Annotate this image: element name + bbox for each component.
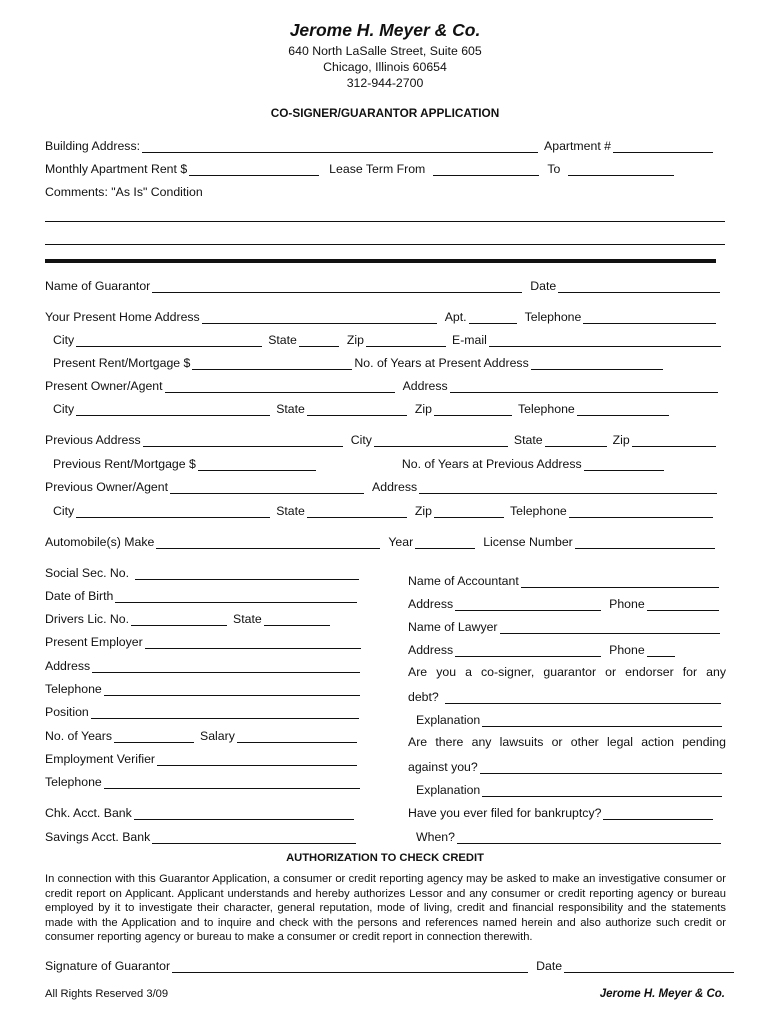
- cosigner-explanation-label: Explanation: [416, 713, 481, 727]
- company-name: Jerome H. Meyer & Co.: [289, 20, 481, 40]
- previous-rent-label: Previous Rent/Mortgage $: [53, 457, 196, 471]
- drivers-label: Drivers Lic. No.: [45, 612, 130, 626]
- lawyer-address-label: Address: [408, 643, 454, 657]
- lawyer-label: Name of Lawyer: [408, 620, 498, 634]
- prev-owner-zip-field[interactable]: [434, 506, 504, 518]
- present-rent-label: Present Rent/Mortgage $: [53, 356, 191, 370]
- present-city-field[interactable]: [76, 335, 262, 347]
- apartment-field[interactable]: [613, 141, 713, 153]
- previous-zip-field[interactable]: [632, 435, 716, 447]
- verifier-telephone-field[interactable]: [104, 777, 360, 789]
- previous-address-label: Previous Address: [45, 433, 141, 447]
- owner-state-label: State: [276, 402, 305, 416]
- present-owner-label: Present Owner/Agent: [45, 379, 163, 393]
- lease-to-field[interactable]: [568, 164, 674, 176]
- present-state-field[interactable]: [299, 335, 339, 347]
- previous-owner-address-field[interactable]: [419, 482, 717, 494]
- previous-owner-field[interactable]: [170, 482, 364, 494]
- apartment-label: Apartment #: [544, 139, 612, 153]
- building-address-label: Building Address:: [45, 139, 141, 153]
- verifier-telephone-label: Telephone: [45, 775, 102, 789]
- comments-line-2[interactable]: [45, 244, 725, 245]
- years-previous-field[interactable]: [584, 459, 664, 471]
- guarantor-name-field[interactable]: [152, 281, 522, 293]
- authorization-title: AUTHORIZATION TO CHECK CREDIT: [286, 852, 484, 864]
- prev-owner-city-field[interactable]: [76, 506, 270, 518]
- cosigner-answer-field[interactable]: [445, 692, 721, 704]
- present-zip-label: Zip: [346, 333, 364, 347]
- salary-field[interactable]: [237, 731, 357, 743]
- guarantor-name-label: Name of Guarantor: [45, 279, 151, 293]
- verifier-field[interactable]: [157, 754, 357, 766]
- dob-label: Date of Birth: [45, 589, 114, 603]
- company-phone: 312-944-2700: [346, 76, 424, 90]
- lawsuit-answer-field[interactable]: [480, 762, 722, 774]
- lease-from-label: Lease Term From: [329, 162, 426, 176]
- rights-reserved: All Rights Reserved 3/09: [45, 988, 169, 1000]
- years-employed-field[interactable]: [114, 731, 194, 743]
- lawyer-address-field[interactable]: [455, 645, 601, 657]
- previous-rent-field[interactable]: [198, 459, 316, 471]
- previous-state-label: State: [513, 433, 543, 447]
- year-label: Year: [388, 535, 414, 549]
- present-telephone-field[interactable]: [583, 312, 716, 324]
- year-field[interactable]: [415, 537, 475, 549]
- authorization-text: In connection with this Guarantor Application, a consumer or credit reporting agency may be asked to make an investigative consumer or credit report on Applicant. Applicant understands and hereby authorizes Lessor and any consumer or credit reporting agency or bureau employed by it to investigate their character, general reputation, mode of living, credit and financial responsibility and the statements made with the Application and to inquire and check with the persons and references named herein and also authorize such credit or consumer reporting agency or bureau to make a consumer or credit report in connection therewith.: [45, 873, 726, 944]
- accountant-phone-field[interactable]: [647, 599, 719, 611]
- signature-label: Signature of Guarantor: [45, 959, 171, 973]
- company-address-line2: Chicago, Illinois 60654: [323, 60, 447, 74]
- lawsuit-question: Are there any lawsuits or other legal action pending: [408, 735, 726, 749]
- savings-field[interactable]: [152, 832, 356, 844]
- years-previous-label: No. of Years at Previous Address: [401, 457, 582, 471]
- section-divider: [45, 259, 716, 263]
- present-owner-address-field[interactable]: [450, 381, 718, 393]
- employer-telephone-label: Telephone: [45, 682, 102, 696]
- years-present-label: No. of Years at Present Address: [354, 356, 529, 370]
- dob-field[interactable]: [115, 591, 357, 603]
- verifier-label: Employment Verifier: [45, 752, 156, 766]
- owner-city-label: City: [53, 402, 75, 416]
- ssn-field[interactable]: [135, 568, 359, 580]
- present-telephone-label: Telephone: [524, 310, 582, 324]
- checking-label: Chk. Acct. Bank: [45, 806, 132, 820]
- accountant-field[interactable]: [521, 576, 719, 588]
- employer-address-field[interactable]: [92, 661, 360, 673]
- lease-to-label: To: [547, 162, 561, 176]
- cosigner-question: Are you a co-signer, guarantor or endorser for any: [408, 665, 726, 679]
- employer-label: Present Employer: [45, 635, 143, 649]
- owner-zip-field[interactable]: [434, 404, 512, 416]
- license-field[interactable]: [575, 537, 715, 549]
- employer-field[interactable]: [145, 637, 361, 649]
- present-state-label: State: [268, 333, 297, 347]
- lawyer-phone-label: Phone: [609, 643, 645, 657]
- present-city-label: City: [53, 333, 75, 347]
- previous-owner-address-label: Address: [372, 480, 418, 494]
- footer-company: Jerome H. Meyer & Co.: [599, 988, 725, 1000]
- prev-owner-state-field[interactable]: [307, 506, 407, 518]
- previous-city-field[interactable]: [374, 435, 508, 447]
- prev-owner-state-label: State: [276, 504, 305, 518]
- position-field[interactable]: [91, 707, 359, 719]
- accountant-address-field[interactable]: [455, 599, 601, 611]
- monthly-rent-label: Monthly Apartment Rent $: [45, 162, 188, 176]
- owner-telephone-label: Telephone: [518, 402, 575, 416]
- present-owner-address-label: Address: [402, 379, 448, 393]
- automobile-label: Automobile(s) Make: [45, 535, 155, 549]
- signature-field[interactable]: [172, 961, 528, 973]
- prev-owner-city-label: City: [53, 504, 75, 518]
- prev-owner-telephone-label: Telephone: [510, 504, 567, 518]
- accountant-label: Name of Accountant: [408, 574, 519, 588]
- comments-line-1[interactable]: [45, 221, 725, 222]
- bankruptcy-when-field[interactable]: [457, 832, 721, 844]
- employer-telephone-field[interactable]: [104, 684, 360, 696]
- owner-telephone-field[interactable]: [577, 404, 669, 416]
- position-label: Position: [45, 705, 89, 719]
- previous-city-label: City: [350, 433, 372, 447]
- employer-address-label: Address: [45, 659, 91, 673]
- previous-zip-label: Zip: [612, 433, 630, 447]
- guarantor-date-field[interactable]: [558, 281, 720, 293]
- previous-state-field[interactable]: [545, 435, 607, 447]
- signature-date-label: Date: [536, 959, 563, 973]
- email-label: E-mail: [452, 333, 487, 347]
- present-owner-field[interactable]: [165, 381, 395, 393]
- apt-field[interactable]: [469, 312, 517, 324]
- lawsuit-explanation-field[interactable]: [482, 785, 722, 797]
- comments-label: Comments: "As Is" Condition: [45, 185, 203, 199]
- present-rent-field[interactable]: [192, 358, 352, 370]
- owner-state-field[interactable]: [307, 404, 407, 416]
- checking-field[interactable]: [134, 808, 354, 820]
- email-field[interactable]: [489, 335, 721, 347]
- present-address-label: Your Present Home Address: [45, 310, 200, 324]
- cosigner-explanation-field[interactable]: [482, 715, 722, 727]
- present-address-field[interactable]: [202, 312, 437, 324]
- drivers-field[interactable]: [131, 614, 227, 626]
- prev-owner-zip-label: Zip: [414, 504, 432, 518]
- bankruptcy-when-label: When?: [416, 830, 455, 844]
- form-title: CO-SIGNER/GUARANTOR APPLICATION: [270, 106, 500, 120]
- lawyer-field[interactable]: [500, 622, 720, 634]
- previous-address-field[interactable]: [143, 435, 343, 447]
- automobile-field[interactable]: [156, 537, 380, 549]
- building-address-field[interactable]: [142, 141, 538, 153]
- years-present-field[interactable]: [531, 358, 663, 370]
- drivers-state-field[interactable]: [264, 614, 330, 626]
- lawyer-phone-field[interactable]: [647, 645, 675, 657]
- savings-label: Savings Acct. Bank: [45, 830, 151, 844]
- apt-label: Apt.: [444, 310, 467, 324]
- ssn-label: Social Sec. No.: [45, 566, 130, 580]
- license-label: License Number: [483, 535, 573, 549]
- prev-owner-telephone-field[interactable]: [569, 506, 713, 518]
- lawsuit-question-cont: against you?: [408, 760, 478, 774]
- bankruptcy-field[interactable]: [603, 808, 713, 820]
- company-address-line1: 640 North LaSalle Street, Suite 605: [288, 44, 482, 58]
- owner-zip-label: Zip: [414, 402, 432, 416]
- guarantor-date-label: Date: [530, 279, 557, 293]
- salary-label: Salary: [200, 729, 235, 743]
- drivers-state-label: State: [233, 612, 262, 626]
- previous-owner-label: Previous Owner/Agent: [45, 480, 169, 494]
- accountant-phone-label: Phone: [609, 597, 645, 611]
- signature-date-field[interactable]: [564, 961, 734, 973]
- lease-from-field[interactable]: [433, 164, 539, 176]
- owner-city-field[interactable]: [76, 404, 270, 416]
- accountant-address-label: Address: [408, 597, 454, 611]
- cosigner-question-cont: debt?: [408, 690, 439, 704]
- years-employed-label: No. of Years: [45, 729, 112, 743]
- monthly-rent-field[interactable]: [189, 164, 319, 176]
- present-zip-field[interactable]: [366, 335, 446, 347]
- bankruptcy-label: Have you ever filed for bankruptcy?: [408, 806, 602, 820]
- lawsuit-explanation-label: Explanation: [416, 783, 481, 797]
